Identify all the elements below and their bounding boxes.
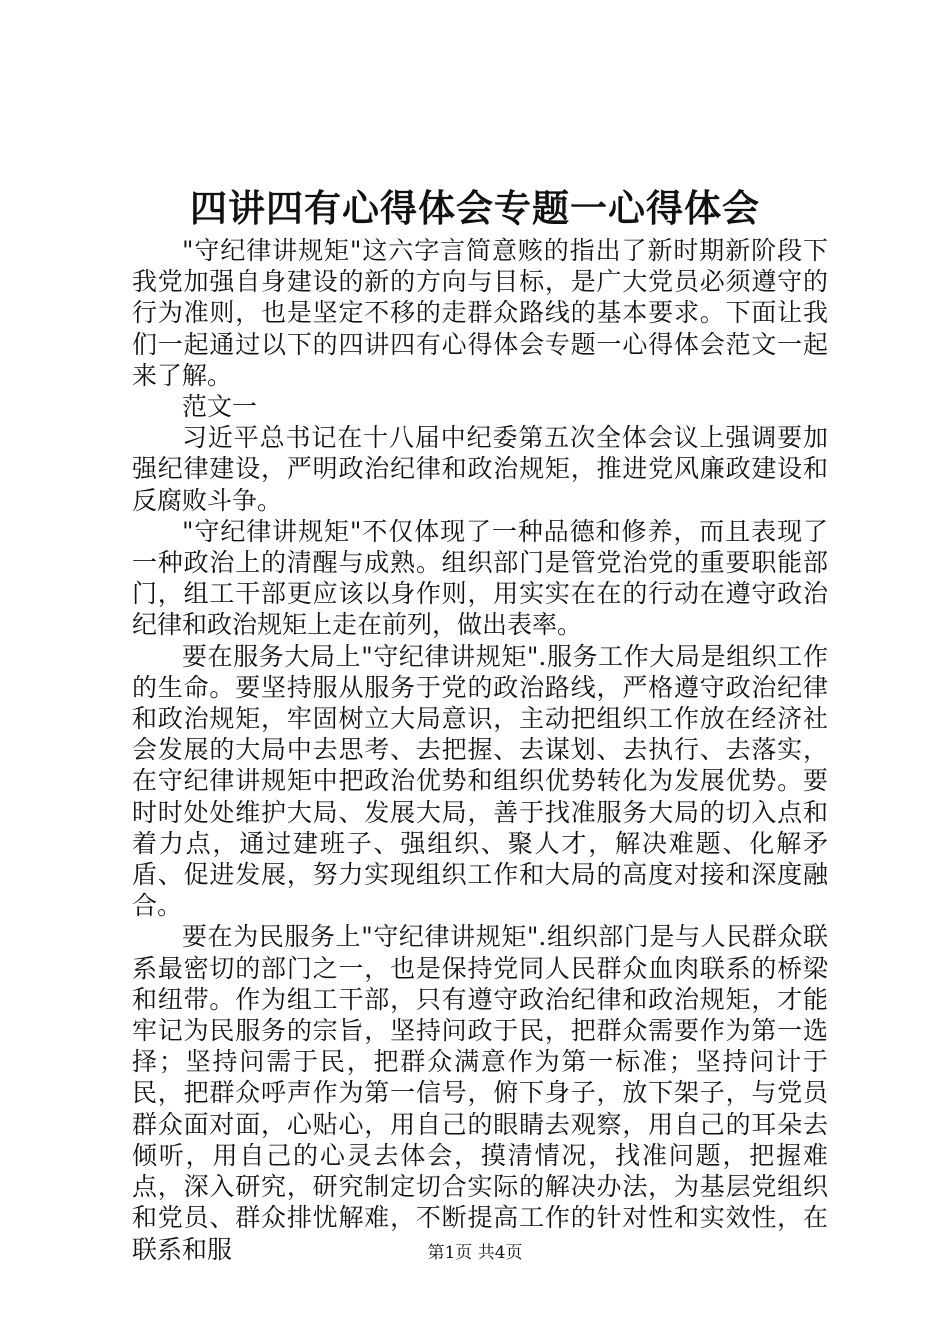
body-paragraph: "守纪律讲规矩"不仅体现了一种品德和修养，而且表现了一种政治上的清醒与成熟。组织部门是管党治党的重要职能部门，组工干部更应该以身作则，用实实在在的行动在遵守政治纪律和政治规矩上走在前列，做出表率。 [132,516,828,640]
document-title: 四讲四有心得体会专题一心得体会 [190,186,760,230]
section-heading-sample-one: 范文一 [182,392,258,422]
body-paragraph: 要在为民服务上"守纪律讲规矩".组织部门是与人民群众联系最密切的部门之一，也是保持党同人民群众血肉联系的桥梁和纽带。作为组工干部，只有遵守政治纪律和政治规矩，才能牢记为民服务的宗旨，坚持问政于民，把群众需要作为第一选择；坚持问需于民，把群众满意作为第一标准；坚持问计于民，把群众呼声作为第一信号，俯下身子，放下架子，与党员群众面对面，心贴心，用自己的眼睛去观察，用自己的耳朵去倾听，用自己的心灵去体会，摸清情况，找准问题，把握难点，深入研究，研究制定切合实际的解决办法，为基层党组织和党员、群众排忧解难，不断提高工作的针对性和实效性，在联系和服 [132,922,828,1264]
page-number: 第1页 共4页 [427,1243,523,1263]
document-body [132,235,828,1265]
body-paragraph: 要在服务大局上"守纪律讲规矩".服务工作大局是组织工作的生命。要坚持服从服务于党的政治路线，严格遵守政治纪律和政治规矩，牢固树立大局意识，主动把组织工作放在经济社会发展的大局中去思考、去把握、去谋划、去执行、去落实，在守纪律讲规矩中把政治优势和组织优势转化为发展优势。要时时处处维护大局、发展大局，善于找准服务大局的切入点和着力点，通过建班子、强组织、聚人才，解决难题、化解矛盾、促进发展，努力实现组织工作和大局的高度对接和深度融合。 [132,641,828,921]
body-paragraph: 习近平总书记在十八届中纪委第五次全体会议上强调要加强纪律建设，严明政治纪律和政治规矩，推进党风廉政建设和反腐败斗争。 [132,423,828,515]
intro-paragraph: "守纪律讲规矩"这六字言简意赅的指出了新时期新阶段下我党加强自身建设的新的方向与目标，是广大党员必须遵守的行为准则，也是坚定不移的走群众路线的基本要求。下面让我们一起通过以下的四讲四有心得体会专题一心得体会范文一起来了解。 [132,236,828,390]
